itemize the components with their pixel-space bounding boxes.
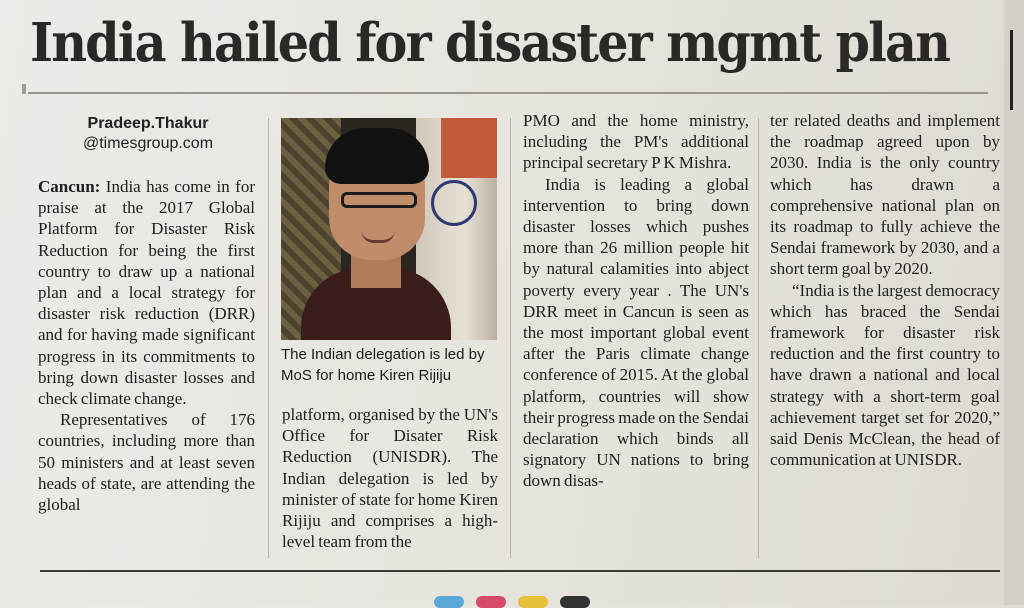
paragraph: platform, organised by the UN's Office for Disater Risk Reduction (UNISDR). The Indian delegation is led by minister of state for home Kiren Rijiju and comprises a high-level team from the	[282, 405, 498, 552]
byline-name: Pradeep.Thakur	[87, 115, 209, 132]
paragraph: PMO and the home ministry, including the PM's additional principal secretary P K Mishra.	[523, 111, 749, 173]
color-dot	[560, 596, 590, 608]
column-divider	[758, 118, 759, 558]
article-column-2	[282, 404, 498, 552]
byline	[38, 114, 258, 154]
photo-caption: The Indian delegation is led by MoS for home Kiren Rijiju	[281, 346, 485, 384]
paragraph: India is leading a global intervention to bring down disaster losses which pushes more than 26 million people hit by natural calamities into abject poverty every year . The UN's DRR meet in Cancun is seen as the most important global event after the Paris climate change conference of 2015. At the global platform, countries will show their progress made on the Sendai declaration which binds all signatory UN nations to bring down disas-	[523, 174, 749, 491]
headline: India hailed for disaster mgmt plan	[30, 12, 950, 74]
lead-text: India has come in for praise at the 2017 Global Platform for Disaster Risk Reduction for being the first country to draw up a national plan and a local strategy for disaster risk reduction (DRR) and for having made significant progress in its commitments to bring down disaster losses and check climate change.	[38, 177, 255, 409]
bottom-rule	[40, 570, 1000, 572]
article-column-3	[523, 110, 749, 492]
lead-paragraph	[38, 176, 255, 409]
article-column-1	[38, 176, 255, 515]
paragraph: ter related deaths and implement the roadmap agreed upon by 2030. India is the only country which has drawn a comprehensive national plan on its roadmap to fully achieve the Sendai framework by 2030, and a short term goal by 2020.	[770, 111, 1000, 279]
paragraph: Representatives of 176 countries, including more than 50 ministers and at least seven heads of state, are attending the global	[38, 410, 255, 515]
color-dot	[476, 596, 506, 608]
quote-paragraph: “India is the largest democracy which has braced the Sendai framework for disaster risk reduction and the first country to have drawn a national and local strategy with a short-term goal achievement target set for 2020,” said Denis McClean, the head of communication at UNISDR.	[770, 280, 1000, 470]
color-dot	[518, 596, 548, 608]
headline-rule	[28, 92, 988, 94]
column-divider	[510, 118, 511, 558]
article-column-4	[770, 110, 1000, 470]
paper-speck	[22, 84, 26, 94]
flag-stripe	[441, 118, 497, 178]
byline-email: @timesgroup.com	[82, 135, 214, 152]
column-divider	[268, 118, 269, 558]
glasses-icon	[341, 192, 417, 208]
dateline: Cancun:	[38, 177, 101, 196]
color-dot	[434, 596, 464, 608]
article-photo	[281, 118, 497, 340]
person-hair	[325, 128, 429, 184]
page-edge	[1004, 0, 1024, 605]
chakra-icon	[431, 180, 477, 226]
